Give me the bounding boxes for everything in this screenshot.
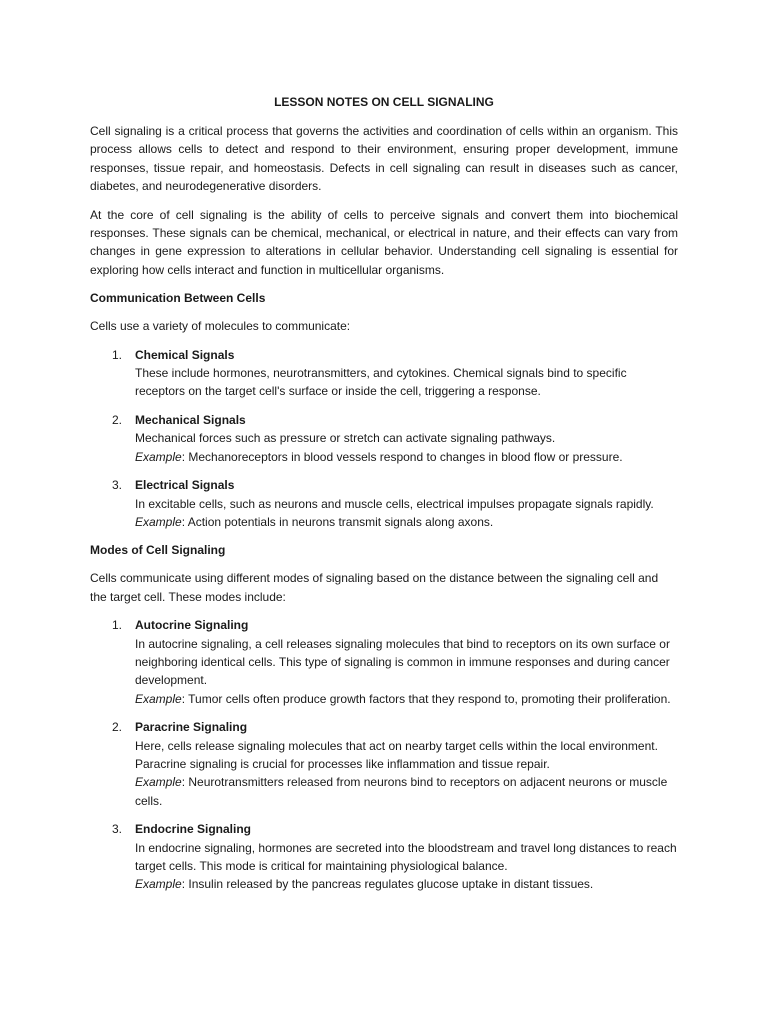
example-text: : Action potentials in neurons transmit signals along axons.	[181, 514, 494, 529]
list-item-example	[135, 690, 678, 708]
example-label: Example	[135, 514, 182, 529]
list-item	[90, 616, 678, 708]
list-item	[90, 718, 678, 810]
list-item	[90, 346, 678, 401]
list-item-text: Here, cells release signaling molecules that act on nearby target cells within the local environment.	[135, 738, 658, 753]
example-text: : Tumor cells often produce growth factors that they respond to, promoting their proliferation.	[181, 691, 671, 706]
document-title: LESSON NOTES ON CELL SIGNALING	[274, 95, 494, 109]
list-number: 3.	[112, 478, 123, 493]
communication-list	[90, 346, 678, 532]
list-item-title: Autocrine Signaling	[135, 618, 249, 633]
example-text: : Neurotransmitters released from neurons bind to receptors on adjacent neurons or muscle cells.	[135, 775, 668, 808]
example-label: Example	[135, 775, 182, 790]
list-item-title: Mechanical Signals	[135, 412, 246, 427]
list-item-title: Electrical Signals	[135, 478, 235, 493]
list-item-text: Mechanical forces such as pressure or stretch can activate signaling pathways.	[135, 431, 556, 446]
list-item-title: Paracrine Signaling	[135, 720, 248, 735]
modes-list	[90, 616, 678, 894]
list-number: 1.	[112, 618, 123, 633]
list-item-text: In endocrine signaling, hormones are secreted into the bloodstream and travel long distances to reach target cells. This mode is critical for maintaining physiological balance.	[135, 840, 677, 873]
list-item-text: In excitable cells, such as neurons and muscle cells, electrical impulses propagate signals rapidly.	[135, 496, 654, 511]
example-text: : Mechanoreceptors in blood vessels respond to changes in blood flow or pressure.	[181, 449, 623, 464]
list-item-example	[135, 513, 678, 531]
example-label: Example	[135, 449, 182, 464]
list-item-text: In autocrine signaling, a cell releases signaling molecules that bind to receptors on its own surface or neighboring identical cells. This type of signaling is common in immune responses and during cancer development.	[135, 636, 670, 688]
list-item-example	[135, 448, 678, 466]
section-heading-communication: Communication Between Cells	[90, 291, 266, 306]
list-item-title: Endocrine Signaling	[135, 822, 252, 837]
modes-lead: Cells communicate using different modes of signaling based on the distance between the signaling cell and the target cell. These modes include:	[90, 571, 659, 604]
example-label: Example	[135, 691, 182, 706]
communication-lead: Cells use a variety of molecules to communicate:	[90, 319, 351, 334]
list-item-example	[135, 875, 678, 893]
list-number: 3.	[112, 822, 123, 837]
list-number: 1.	[112, 347, 123, 362]
list-number: 2.	[112, 720, 123, 735]
list-item-text: These include hormones, neurotransmitters, and cytokines. Chemical signals bind to specific receptors on the target cell's surface or inside the cell, triggering a response.	[135, 366, 627, 399]
list-item-example	[135, 773, 678, 810]
section-heading-modes: Modes of Cell Signaling	[90, 543, 226, 558]
list-item	[90, 820, 678, 894]
intro-paragraph-2: At the core of cell signaling is the ability of cells to perceive signals and convert them into biochemical responses. These signals can be chemical, mechanical, or electrical in nature, and their effects can vary from changes in gene expression to alterations in cellular behavior. Understanding cell signaling is essential for exploring how cells interact and function in multicellular organisms.	[90, 207, 678, 277]
list-number: 2.	[112, 412, 123, 427]
list-item	[90, 411, 678, 466]
intro-paragraph-1: Cell signaling is a critical process that governs the activities and coordination of cells within an organism. This process allows cells to detect and respond to their environment, ensuring proper development, immune responses, tissue repair, and homeostasis. Defects in cell signaling can result in diseases such as cancer, diabetes, and neurodegenerative disorders.	[90, 124, 678, 194]
list-item	[90, 476, 678, 531]
list-item-text: Paracrine signaling is crucial for processes like inflammation and tissue repair.	[135, 756, 550, 771]
example-label: Example	[135, 877, 182, 892]
example-text: : Insulin released by the pancreas regulates glucose uptake in distant tissues.	[181, 877, 594, 892]
list-item-title: Chemical Signals	[135, 347, 235, 362]
